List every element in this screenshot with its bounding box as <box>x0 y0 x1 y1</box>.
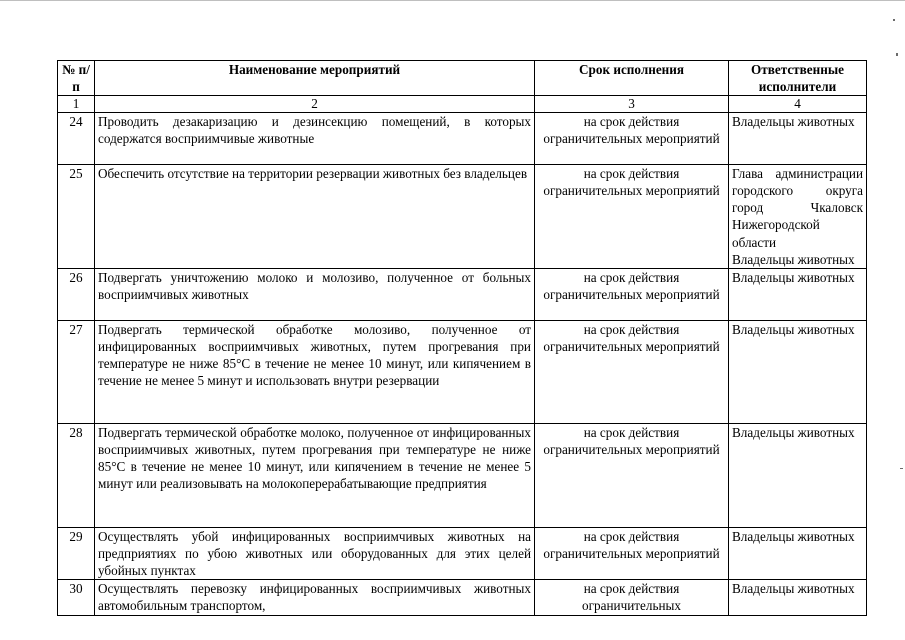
responsible-line: Владельцы животных <box>732 424 855 440</box>
measure-term: на срок действия ограничительных мероприятий <box>535 268 729 320</box>
table-row <box>58 320 867 423</box>
header-responsible: Ответственные исполнители <box>729 61 867 96</box>
table-row <box>58 527 867 579</box>
measures-table <box>57 60 867 616</box>
measure-responsible <box>729 320 867 423</box>
row-number: 25 <box>58 165 95 269</box>
header-term: Срок исполнения <box>535 61 729 96</box>
measure-name: Осуществлять убой инфицированных восприимчивых животных на предприятиях по убою животных или оборудованных для этих целей убойных пунктах <box>95 527 535 579</box>
measure-responsible <box>729 527 867 579</box>
column-number: 1 <box>58 96 95 113</box>
measure-term: на срок действия ограничительных мероприятий <box>535 320 729 423</box>
responsible-line: Владельцы животных <box>732 321 855 337</box>
responsible-line: Владельцы животных <box>732 114 855 130</box>
table-row <box>58 423 867 527</box>
measure-name: Подвергать термической обработке молозиво, полученное от инфицированных восприимчивых животных, путем прогревания при температуре не ниже 85°С в течение не менее 10 минут, или кипячением в течение не менее 5 минут и использовать внутри резервации <box>95 320 535 423</box>
responsible-line: Владельцы животных <box>732 269 855 285</box>
column-numbers-row <box>58 96 867 113</box>
scan-speck <box>893 19 895 21</box>
measure-name: Обеспечить отсутствие на территории резервации животных без владельцев <box>95 165 535 269</box>
row-number: 27 <box>58 320 95 423</box>
measure-term: на срок действия ограничительных мероприятий <box>535 113 729 165</box>
responsible-line: Владельцы животных <box>732 528 855 544</box>
row-number: 24 <box>58 113 95 165</box>
responsible-line: Владельцы животных <box>732 251 855 267</box>
measure-name: Проводить дезакаризацию и дезинсекцию помещений, в которых содержатся восприимчивые животные <box>95 113 535 165</box>
scan-speck <box>896 53 898 56</box>
scan-edge-line <box>0 0 905 1</box>
responsible-line: Владельцы животных <box>732 581 855 597</box>
measure-term: на срок действия ограничительных мероприятий <box>535 527 729 579</box>
table-row <box>58 580 867 616</box>
column-number: 4 <box>729 96 867 113</box>
measure-responsible <box>729 113 867 165</box>
measure-term: на срок действия ограничительных мероприятий <box>535 165 729 269</box>
responsible-line: Глава администрации городского округа город Чкаловск Нижегородской области <box>732 166 863 250</box>
row-number: 29 <box>58 527 95 579</box>
table-row <box>58 165 867 269</box>
row-number: 28 <box>58 423 95 527</box>
row-number: 26 <box>58 268 95 320</box>
measure-name: Подвергать уничтожению молоко и молозиво, полученное от больных восприимчивых животных <box>95 268 535 320</box>
table-header-row <box>58 61 867 96</box>
column-number: 3 <box>535 96 729 113</box>
measure-responsible <box>729 423 867 527</box>
measure-responsible <box>729 165 867 269</box>
measure-name: Осуществлять перевозку инфицированных восприимчивых животных автомобильным транспортом, <box>95 580 535 616</box>
measure-responsible <box>729 268 867 320</box>
row-number: 30 <box>58 580 95 616</box>
measure-term: на срок действия ограничительных мероприятий <box>535 423 729 527</box>
column-number: 2 <box>95 96 535 113</box>
measure-term: на срок действия ограничительных <box>535 580 729 616</box>
header-num: № п/п <box>58 61 95 96</box>
measure-name: Подвергать термической обработке молоко, полученное от инфицированных восприимчивых животных, путем прогревания при температуре не ниже 85°С в течение не менее 10 минут, или кипячением в течение не менее 5 минут или реализовывать на молокоперерабатывающие предприятия <box>95 423 535 527</box>
scan-speck <box>900 468 903 469</box>
table-row <box>58 113 867 165</box>
measure-responsible <box>729 580 867 616</box>
table-row <box>58 268 867 320</box>
header-name: Наименование мероприятий <box>95 61 535 96</box>
